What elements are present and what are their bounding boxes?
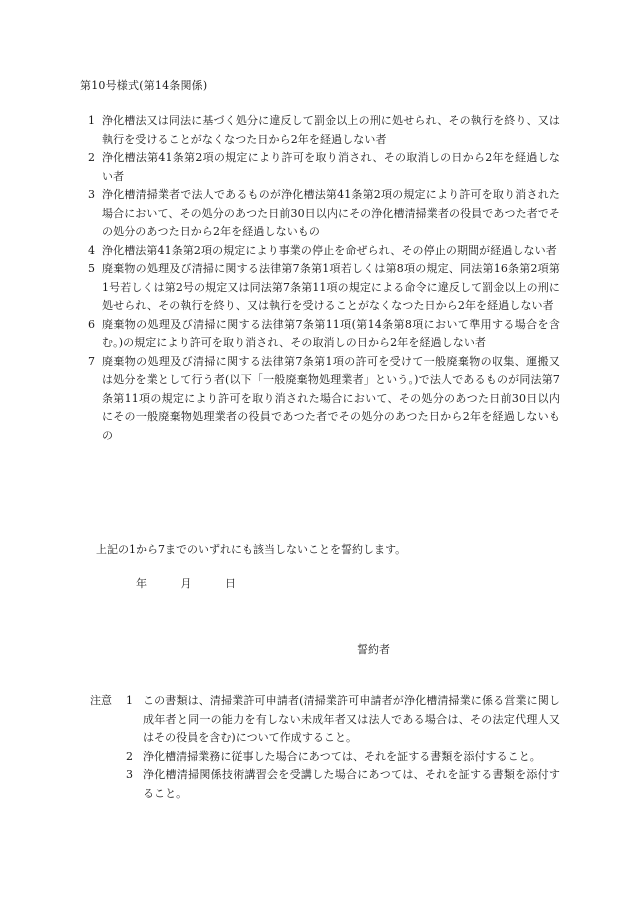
item-text: 廃棄物の処理及び清掃に関する法律第7条第1項若しくは第8項の規定、同法第16条第2項第1号若しくは第2号の規定又は同法第7条第11項の規定による命令に違反して罰金以上の刑に処せられ、その執行を終り、又は執行を受けることがなくなつた日から2年を経過しない者 bbox=[102, 262, 560, 312]
date-month-label: 月 bbox=[180, 577, 192, 590]
item-number: 2 bbox=[88, 151, 96, 164]
list-item bbox=[126, 692, 560, 748]
item-text: 浄化槽法又は同法に基づく処分に違反して罰金以上の刑に処せられ、その執行を終り、又は執行を受けることがなくなつた日から2年を経過しない者 bbox=[102, 114, 560, 146]
list-item bbox=[82, 112, 560, 149]
notes-label: 注意 bbox=[90, 694, 112, 707]
note-number: 1 bbox=[126, 694, 134, 707]
list-item bbox=[82, 186, 560, 242]
item-number: 7 bbox=[88, 354, 96, 368]
signer-label: 誓約者 bbox=[357, 643, 390, 656]
date-line bbox=[136, 575, 236, 591]
item-number: 3 bbox=[88, 188, 96, 201]
note-text: 浄化槽清掃業務に従事した場合にあつては、それを証する書類を添付すること。 bbox=[143, 749, 541, 763]
note-text: 浄化槽清掃関係技術講習会を受講した場合にあつては、それを証する書類を添付すること。 bbox=[143, 768, 560, 800]
item-text: 浄化槽法第41条第2項の規定により事業の停止を命ぜられ、その停止の期間が経過しない者 bbox=[102, 243, 557, 257]
item-number: 4 bbox=[88, 243, 96, 257]
notes-list bbox=[126, 692, 560, 803]
list-item bbox=[82, 242, 560, 261]
item-text: 浄化槽清掃業者で法人であるものが浄化槽法第41条第2項の規定により許可を取り消された場合において、その処分のあつた日前30日以内にその浄化槽清掃業者の役員であつた者でその処分のあつた日から2年を経過しないもの bbox=[102, 188, 560, 238]
item-text: 廃棄物の処理及び清掃に関する法律第7条第1項の許可を受けて一般廃棄物の収集、運搬又は処分を業として行う者(以下「一般廃棄物処理業者」という。)で法人であるものが同法第7条第11項の規定により許可を取り消された場合において、その処分のあつた日前30日以内にその一般廃棄物処理業者の役員であつた者でその処分のあつた日から2年を経過しないもの bbox=[102, 354, 560, 442]
note-number: 2 bbox=[126, 749, 134, 763]
item-text: 浄化槽法第41条第2項の規定により許可を取り消され、その取消しの日から2年を経過しない者 bbox=[102, 151, 560, 183]
list-item bbox=[82, 353, 560, 446]
item-number: 5 bbox=[88, 262, 96, 275]
item-number: 1 bbox=[88, 114, 96, 127]
pledge-statement: 上記の1から7までのいずれにも該当しないことを誓約します。 bbox=[96, 543, 407, 556]
disqualification-list bbox=[82, 112, 560, 445]
list-item bbox=[82, 316, 560, 353]
note-text: この書類は、清掃業許可申請者(清掃業許可申請者が浄化槽清掃業に係る営業に関し成年者と同一の能力を有しない未成年者又は法人である場合は、その法定代理人又はその役員を含む)について作成すること。 bbox=[143, 694, 560, 744]
list-item bbox=[82, 260, 560, 316]
list-item bbox=[126, 766, 560, 803]
date-year-label: 年 bbox=[136, 577, 147, 590]
form-title: 第10号様式(第14条関係) bbox=[80, 79, 208, 92]
list-item bbox=[126, 748, 560, 767]
item-text: 廃棄物の処理及び清掃に関する法律第7条第11項(第14条第8項において準用する場合を含む。)の規定により許可を取り消され、その取消しの日から2年を経過しない者 bbox=[102, 317, 560, 349]
list-item bbox=[82, 149, 560, 186]
date-day-label: 日 bbox=[225, 577, 236, 590]
item-number: 6 bbox=[88, 317, 96, 331]
note-number: 3 bbox=[126, 768, 134, 781]
